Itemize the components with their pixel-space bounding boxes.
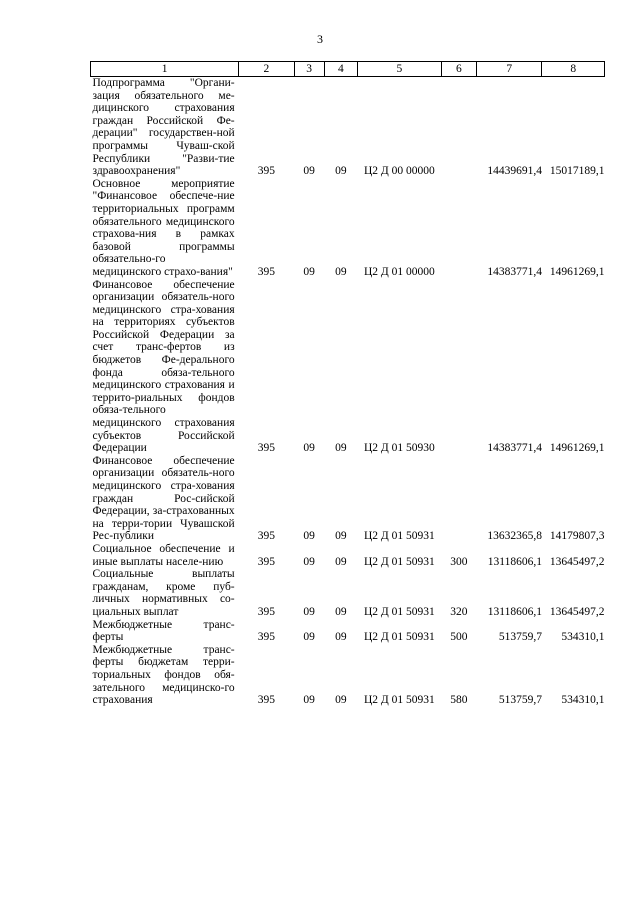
row-sum-col8: 534310,1 [561,631,605,644]
row-name: Финансовое обеспечение организации обязатель-ного медицинского стра-хования граждан Рос-сийской Федерации, за-страхованных на терри-тории Чувашской Рес-публики [92,454,235,543]
row-expense-type: 320 [450,605,468,618]
row-admin-code: 395 [257,165,275,178]
row-name: Социальное обеспечение и иные выплаты населе-нию [92,542,235,568]
row-section: 09 [303,530,315,543]
row-subsection: 09 [335,605,347,618]
row-section: 09 [303,555,315,568]
row-subsection: 09 [335,631,347,644]
row-target-article: Ц2 Д 01 50931 [363,605,435,618]
row-name: Межбюджетные транс-ферты бюджетам терри-ториальных фондов обя-зательного медицинско-го страхования [92,643,235,707]
row-name: Основное мероприятие "Финансовое обеспече-ние территориальных программ обязательного медицинского страхова-ния в рамках базовой программы обязательно-го медицинского страхо-вания" [92,177,235,278]
row-name: Межбюджетные транс-ферты [92,618,235,644]
row-sum-col8: 13645497,2 [549,605,605,618]
header-col-6: 6 [441,62,476,77]
row-expense-type [441,279,476,455]
page-number: 3 [317,32,323,46]
row-expense-type: 500 [450,631,468,644]
row-name: Финансовое обеспечение организации обязатель-ного медицинского стра-хования на территориях субъектов Российской Федерации за счет транс-фертов из бюджетов Фе-дерального фонда обяза-тельного медицинского страхования и террито-риальных фондов обяза-тельного медицинского страхования субъектов Российской Федерации [92,278,235,455]
header-col-8: 8 [542,62,605,77]
row-admin-code: 395 [257,530,275,543]
row-sum-col7: 14383771,4 [487,442,542,455]
table-row [91,619,605,644]
row-target-article: Ц2 Д 01 50931 [363,530,435,543]
row-subsection: 09 [335,555,347,568]
header-col-3: 3 [294,62,324,77]
header-col-2: 2 [239,62,294,77]
table-row [91,279,605,455]
row-expense-type [441,77,476,178]
row-name: Социальные выплаты гражданам, кроме пуб-личных нормативных со-циальных выплат [92,568,235,618]
header-col-7: 7 [476,62,542,77]
row-sum-col8: 534310,1 [561,694,605,707]
row-sum-col8: 14961269,1 [549,442,605,455]
row-section: 09 [303,605,315,618]
row-name: Подпрограмма "Органи-зация обязательного ме-дицинского страхования граждан Российской Фе-дерации" государствен-ной программы Чуваш-ской Республики "Разви-тие здравоохранения" [92,77,235,178]
row-target-article: Ц2 Д 01 50931 [363,694,435,707]
row-subsection: 09 [335,442,347,455]
row-target-article: Ц2 Д 01 50931 [363,631,435,644]
row-target-article: Ц2 Д 00 00000 [363,165,435,178]
row-target-article: Ц2 Д 01 00000 [363,265,435,278]
table-row [91,178,605,279]
row-sum-col7: 13632365,8 [487,530,542,543]
row-sum-col8: 14179807,3 [549,530,605,543]
header-row [91,62,605,77]
table-header [91,62,605,77]
row-section: 09 [303,265,315,278]
row-sum-col8: 14961269,1 [549,265,605,278]
row-sum-col7: 14439691,4 [487,165,542,178]
row-sum-col7: 14383771,4 [487,265,542,278]
row-admin-code: 395 [257,555,275,568]
header-col-5: 5 [358,62,442,77]
budget-table [90,61,605,707]
row-subsection: 09 [335,694,347,707]
table-row [91,644,605,707]
row-subsection: 09 [335,165,347,178]
row-admin-code: 395 [257,631,275,644]
table-body [91,77,605,707]
row-section: 09 [303,631,315,644]
table-row [91,568,605,618]
row-target-article: Ц2 Д 01 50930 [363,442,435,455]
row-sum-col7: 513759,7 [498,631,542,644]
row-subsection: 09 [335,265,347,278]
row-sum-col7: 13118606,1 [487,555,542,568]
header-col-1: 1 [91,62,239,77]
row-admin-code: 395 [257,605,275,618]
row-admin-code: 395 [257,265,275,278]
row-expense-type [441,455,476,543]
row-sum-col8: 15017189,1 [549,165,605,178]
row-target-article: Ц2 Д 01 50931 [363,555,435,568]
row-section: 09 [303,165,315,178]
row-section: 09 [303,694,315,707]
row-section: 09 [303,442,315,455]
row-subsection: 09 [335,530,347,543]
row-admin-code: 395 [257,442,275,455]
row-sum-col8: 13645497,2 [549,555,605,568]
table-row [91,77,605,178]
row-sum-col7: 13118606,1 [487,605,542,618]
table-row [91,543,605,568]
row-admin-code: 395 [257,694,275,707]
table-row [91,455,605,543]
row-sum-col7: 513759,7 [498,694,542,707]
row-expense-type: 300 [450,555,468,568]
header-col-4: 4 [324,62,357,77]
row-expense-type [441,178,476,279]
row-expense-type: 580 [450,694,468,707]
